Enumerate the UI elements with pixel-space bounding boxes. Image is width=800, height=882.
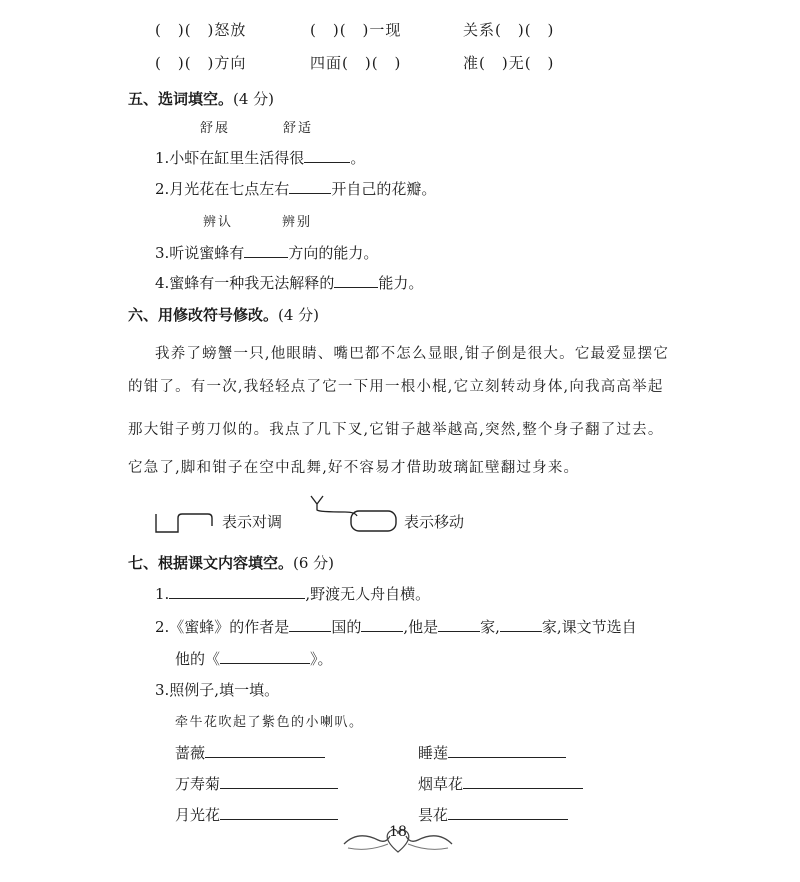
question-5-4: 4.蜜蜂有一种我无法解释的 能力。 [155,274,424,292]
swap-symbol-label: 表示对调 [222,513,283,531]
answer-blank[interactable] [220,648,310,664]
fill-item-marigold: 万寿菊 [175,773,338,794]
question-7-1: 1. ,野渡无人舟自横。 [155,585,431,603]
passage-line-3: 那大钳子剪刀似的。我点了几下叉,它钳子越举越高,突然,整个身子翻了过去。 [128,422,664,438]
answer-blank[interactable] [289,616,331,632]
fill-item-epiphyllum: 昙花 [418,804,568,825]
word-choice-1a: 舒展 [200,121,231,136]
idiom-fill-1: ( )( )怒放 [155,21,247,39]
fill-item-roses: 蔷薇 [175,742,325,763]
word-choice-1b: 舒适 [283,121,314,136]
answer-blank[interactable] [289,178,331,194]
fill-item-moonflower: 月光花 [175,804,338,825]
idiom-fill-6: 准( )无( ) [463,54,555,72]
answer-blank[interactable] [220,773,338,789]
question-7-2-cont: 他的《 》。 [175,650,333,668]
section-5-heading: 五、选词填空。(4 分) [128,90,275,108]
answer-blank[interactable] [463,773,583,789]
question-7-3: 3.照例子,填一填。 [155,681,280,699]
word-choice-2b: 辨别 [282,215,313,230]
answer-blank[interactable] [304,147,350,163]
answer-blank[interactable] [334,272,378,288]
answer-blank[interactable] [500,616,542,632]
idiom-fill-4: ( )( )方向 [155,54,247,72]
word-choice-2a: 辨认 [203,215,234,230]
question-5-1: 1.小虾在缸里生活得很 。 [155,149,366,167]
passage-line-2: 的钳了。有一次,我轻轻点了它一下用一根小棍,它立刻转动身体,向我高高举起 [128,379,664,395]
answer-blank[interactable] [361,616,403,632]
answer-blank[interactable] [205,742,325,758]
answer-blank[interactable] [438,616,480,632]
fill-item-tobacco-flower: 烟草花 [418,773,583,794]
fill-item-waterlily: 睡莲 [418,742,566,763]
answer-blank[interactable] [169,583,305,599]
move-symbol-icon [305,494,400,534]
move-symbol-label: 表示移动 [404,513,465,531]
answer-blank[interactable] [244,242,288,258]
idiom-fill-3: 关系( )( ) [463,21,555,39]
section-7-heading: 七、根据课文内容填空。(6 分) [128,554,335,572]
passage-line-4: 它急了,脚和钳子在空中乱舞,好不容易才借助玻璃缸壁翻过身来。 [128,460,580,476]
answer-blank[interactable] [220,804,338,820]
idiom-fill-5: 四面( )( ) [310,54,402,72]
answer-blank[interactable] [448,804,568,820]
question-5-3: 3.听说蜜蜂有 方向的能力。 [155,244,379,262]
example-sentence: 牵牛花吹起了紫色的小喇叭。 [175,715,364,730]
question-7-2: 2.《蜜蜂》的作者是 国的 ,他是 家, 家,课文节选自 [155,618,637,636]
section-6-heading: 六、用修改符号修改。(4 分) [128,306,320,324]
swap-symbol-icon [154,510,214,536]
answer-blank[interactable] [448,742,566,758]
passage-line-1: 我养了螃蟹一只,他眼睛、嘴巴都不怎么显眼,钳子倒是很大。它最爱显摆它 [155,346,670,362]
idiom-fill-2: ( )( )一现 [310,21,402,39]
question-5-2: 2.月光花在七点左右 开自己的花瓣。 [155,180,437,198]
page-number: 18 [389,824,407,840]
